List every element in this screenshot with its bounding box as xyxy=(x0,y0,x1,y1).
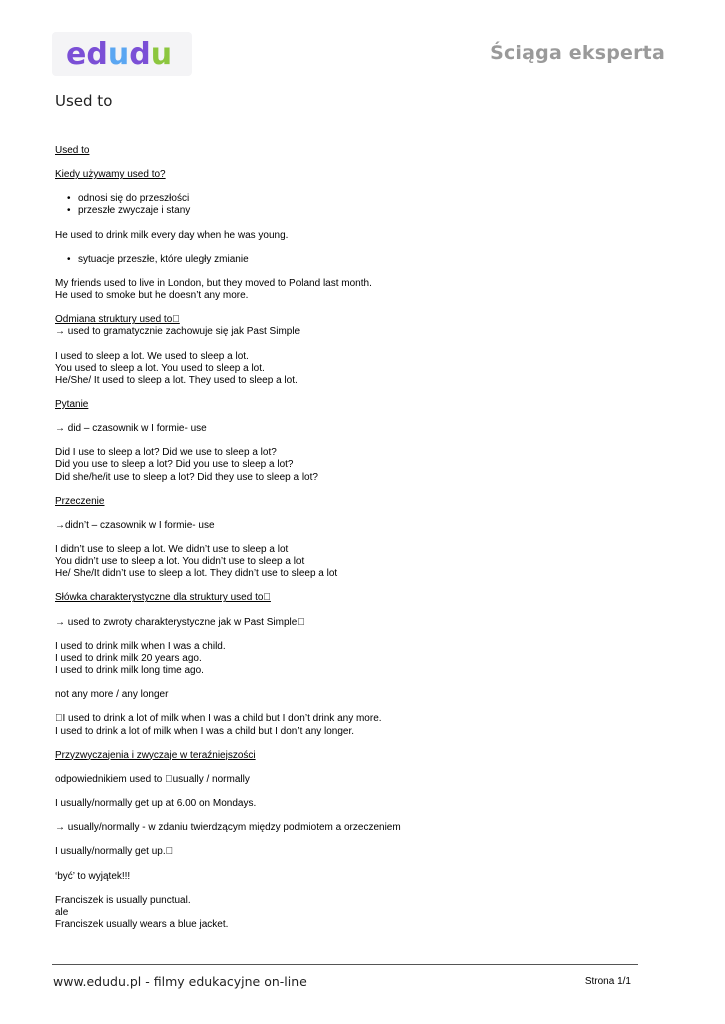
example-line: I used to sleep a lot. We used to sleep a lot. xyxy=(55,350,249,362)
bullet-item: • przeszłe zwyczaje i stany xyxy=(55,205,665,217)
example-line: I used to drink milk long time ago. xyxy=(55,665,204,677)
note-line: → used to gramatycznie zachowuje się jak Past Simple xyxy=(55,326,301,338)
example-line: Did I use to sleep a lot? Did we use to sleep a lot? xyxy=(55,447,277,459)
example-line: Did she/he/it use to sleep a lot? Did they use to sleep a lot? xyxy=(55,471,318,483)
example-line: He used to smoke but he doesn’t any more. xyxy=(55,290,249,302)
example-line: You didn’t use to sleep a lot. You didn’t use to sleep a lot xyxy=(55,556,305,568)
section-heading: Used to xyxy=(55,145,90,156)
example-line: He/ She/It didn’t use to sleep a lot. They didn’t use to sleep a lot xyxy=(55,568,338,580)
section-heading: Pytanie xyxy=(55,398,89,410)
example-line: I used to drink milk when I was a child. xyxy=(55,640,226,652)
example-line: I used to drink milk 20 years ago. xyxy=(55,652,202,664)
example-line: ale xyxy=(55,906,69,918)
example-line: Did you use to sleep a lot? Did you use to sleep a lot? xyxy=(55,459,294,471)
page-number: Strona 1/1 xyxy=(584,976,631,987)
section-heading: Przeczenie xyxy=(55,495,105,507)
example-line: I usually/normally get up at 6.00 on Mondays. xyxy=(55,798,257,810)
example-line: I used to drink a lot of milk when I was a child but I don’t drink any more. xyxy=(55,713,375,725)
section-heading: Słówka charakterystyczne dla struktury used to xyxy=(55,592,264,604)
example-line: He used to drink milk every day when he was young. xyxy=(55,229,289,241)
example-line: You used to sleep a lot. You used to sleep a lot. xyxy=(55,362,265,374)
footer-site-link[interactable]: www.edudu.pl - filmy edukacyjne on-line xyxy=(53,974,307,989)
section-heading: Odmiana struktury used to xyxy=(55,314,173,326)
note-line: → used to zwroty charakterystyczne jak w Past Simple xyxy=(55,616,298,628)
example-line: He/She/ It used to sleep a lot. They used to sleep a lot. xyxy=(55,374,298,386)
note-line: → usually/normally - w zdaniu twierdzącym między podmiotem a orzeczeniem xyxy=(55,822,401,834)
svg-text:edudu: edudu xyxy=(66,37,173,72)
section-heading: Kiedy używamy used to? xyxy=(55,169,166,181)
page-title: Used to xyxy=(55,92,113,110)
bullet-item: • odnosi się do przeszłości xyxy=(55,193,665,205)
example-line: Franciszek usually wears a blue jacket. xyxy=(55,919,229,930)
section-heading: Przyzwyczajenia i zwyczaje w teraźniejszości xyxy=(55,749,256,761)
note-line: not any more / any longer xyxy=(55,689,169,701)
example-line: I used to drink a lot of milk when I was a child but I don’t any longer. xyxy=(55,725,355,737)
note-line: →didn’t – czasownik w I formie- use xyxy=(55,519,215,531)
example-line: Franciszek is usually punctual. xyxy=(55,894,191,906)
example-line: My friends used to live in London, but they moved to Poland last month. xyxy=(55,278,372,290)
example-line: I usually/normally get up. xyxy=(55,846,166,858)
example-line: I didn’t use to sleep a lot. We didn’t use to sleep a lot xyxy=(55,544,289,556)
bullet-item: • sytuacje przeszłe, które uległy zmianie xyxy=(55,254,665,266)
note-line: → did – czasownik w I formie- use xyxy=(55,423,207,435)
note-line: odpowiednikiem used to usually / normally xyxy=(55,773,243,785)
edudu-logo[interactable] xyxy=(52,32,192,76)
document-body xyxy=(55,145,665,931)
header-title: Ściąga eksperta xyxy=(490,42,665,64)
note-line: ‘być’ to wyjątek!!! xyxy=(55,870,131,882)
footer-divider xyxy=(52,964,638,965)
